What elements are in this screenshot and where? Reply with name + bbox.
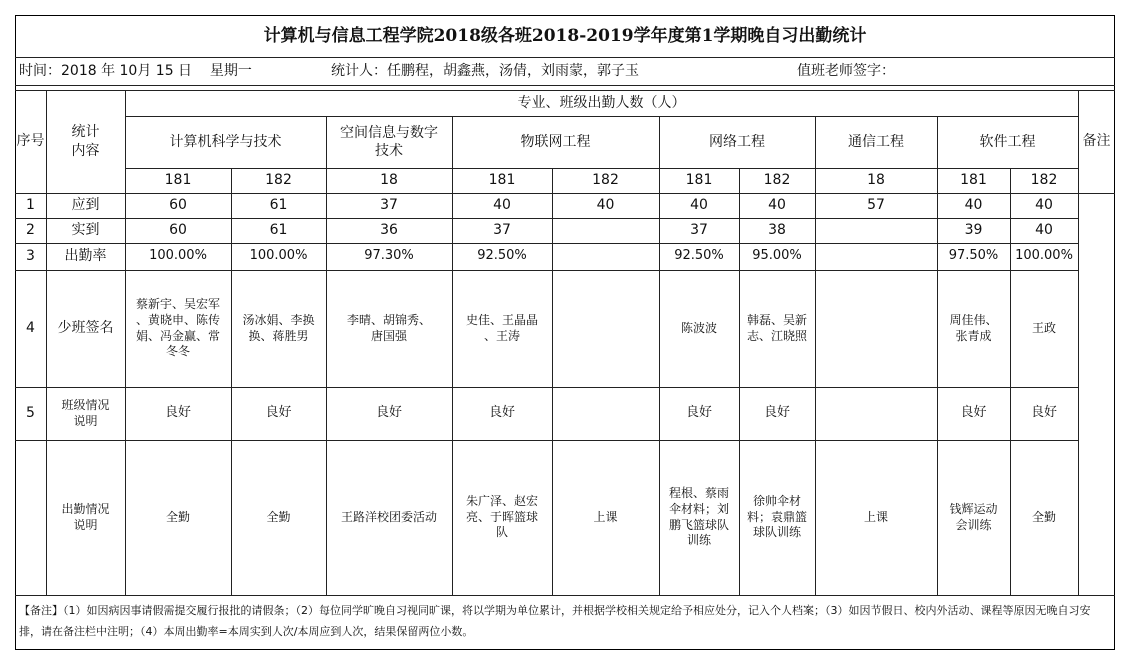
class-header: 181 [685,172,713,189]
data-cell: 良好 [1030,405,1057,421]
data-cell: 良好 [375,405,402,421]
date-field: 时间：2018 年 10月 15 日 星期一 [19,62,252,79]
data-cell: 38 [768,222,786,239]
row-number: 4 [26,320,35,337]
counters-field: 统计人：任鹏程，胡鑫燕，汤倩，刘雨蒙，郭子玉 [331,62,639,79]
data-cell: 40 [690,197,708,214]
class-header: 181 [488,172,516,189]
data-cell: 92.50% [477,248,527,264]
data-cell: 92.50% [674,248,724,264]
data-cell [817,270,935,387]
data-cell: 60 [169,197,187,214]
header-seq: 序号 [16,133,45,150]
row-number: 5 [26,405,35,422]
data-cell: 全勤 [266,509,291,524]
data-cell: 40 [493,197,511,214]
data-cell [817,243,935,270]
data-cell [817,387,935,440]
grid-line [231,168,232,595]
data-cell: 良好 [265,405,292,421]
data-cell: 良好 [685,405,712,421]
data-cell: 全勤 [1031,509,1056,524]
data-cell: 程根、蔡雨 伞材料；刘 鹏飞篮球队 训练 [668,486,729,548]
data-cell: 95.00% [752,248,802,264]
data-cell: 97.50% [948,248,999,264]
data-cell: 39 [964,222,983,239]
data-cell: 王路洋校团委活动 [340,509,437,524]
data-cell: 李晴、胡锦秀、 唐国强 [346,312,431,343]
data-cell: 40 [1035,222,1053,239]
grid-line [15,85,1115,86]
data-cell: 97.30% [364,248,414,264]
major-header: 软件工程 [979,133,1036,150]
class-header: 182 [592,172,619,189]
data-cell: 36 [380,222,398,239]
data-cell: 40 [1035,197,1053,214]
data-cell: 陈波波 [680,320,717,335]
grid-line [552,168,553,595]
header-stat: 统计 内容 [71,124,100,159]
row-label: 班级情况 说明 [61,397,110,428]
data-cell: 100.00% [1015,248,1073,264]
data-cell: 钱辉运动 会训练 [949,501,998,532]
data-cell [554,270,657,387]
data-cell: 40 [596,197,615,214]
sheet-title: 计算机与信息工程学院2018级各班2018-2019学年度第1学期晚自习出勤统计 [263,25,867,46]
row-label: 少班签名 [57,320,114,337]
data-cell: 37 [690,222,708,239]
class-header: 18 [867,172,885,189]
data-cell: 37 [493,222,511,239]
class-header: 182 [1030,172,1058,189]
major-header: 空间信息与数字 技术 [340,124,438,159]
data-cell [554,218,657,243]
row-label: 出勤率 [64,248,107,265]
data-cell: 100.00% [149,248,207,264]
row-label: 实到 [71,222,100,239]
data-cell [817,218,935,243]
data-cell: 40 [768,197,786,214]
major-header: 物联网工程 [520,133,591,150]
data-cell: 上课 [593,509,618,524]
class-header: 18 [380,172,398,189]
class-header: 182 [265,172,292,189]
attendance-sheet [15,15,1115,650]
data-cell: 全勤 [165,509,190,524]
row-number: 3 [26,248,35,265]
data-cell: 韩磊、吴新 志、江晓照 [746,312,807,343]
data-cell [554,387,657,440]
data-cell: 良好 [164,405,191,421]
major-header: 计算机科学与技术 [169,133,282,150]
notes: 【备注】（1）如因病因事请假需提交履行报批的请假条；（2）每位同学旷晚自习视同旷课，将以学期为单位累计，并根据学校相关规定给予相应处分，记入个人档案；（3）如因节假日、校内外活动、课程等原因无晚自习安排，请在备注栏中注明；（4）本周出勤率=本周实到人次/本周应到人次，结果保留两位小数。 [19,604,1091,638]
data-cell: 王政 [1031,320,1056,335]
data-cell: 朱广泽、赵宏 亮、于晖篮球 队 [465,494,538,540]
data-cell: 60 [169,222,187,239]
data-cell: 良好 [960,405,987,421]
data-cell: 61 [269,197,288,214]
row-number [15,440,46,595]
class-header: 181 [960,172,987,189]
row-label: 出勤情况 说明 [61,501,110,532]
data-cell: 40 [964,197,983,214]
class-header: 181 [164,172,192,189]
data-cell: 57 [867,197,885,214]
header-remark: 备注 [1082,133,1111,150]
data-cell: 周佳伟、 张青成 [949,312,998,343]
teacher-signature-field: 值班老师签字： [797,62,895,79]
data-cell: 上课 [863,509,888,524]
data-cell: 徐帅伞材 料；袁鼎篮 球队训练 [746,494,807,540]
data-cell [554,243,657,270]
major-header: 网络工程 [709,133,765,150]
grid-line [739,168,740,595]
major-header: 通信工程 [848,133,904,150]
grid-line [1010,168,1011,595]
header-group: 专业、班级出勤人数（人） [517,94,686,111]
data-cell: 37 [380,197,398,214]
class-header: 182 [763,172,791,189]
data-cell: 史佳、王晶晶 、王涛 [465,312,538,343]
row-number: 2 [26,222,35,239]
data-cell: 汤冰娟、李换 换、蒋胜男 [242,312,315,343]
data-cell: 61 [269,222,288,239]
data-cell: 蔡新宇、吴宏军 、黄晓申、陈传 娟、冯金赢、常 冬冬 [135,297,220,359]
row-label: 应到 [71,197,100,214]
data-cell: 100.00% [249,248,308,264]
data-cell: 良好 [488,405,515,421]
data-cell: 良好 [763,405,790,421]
row-number: 1 [26,197,35,214]
